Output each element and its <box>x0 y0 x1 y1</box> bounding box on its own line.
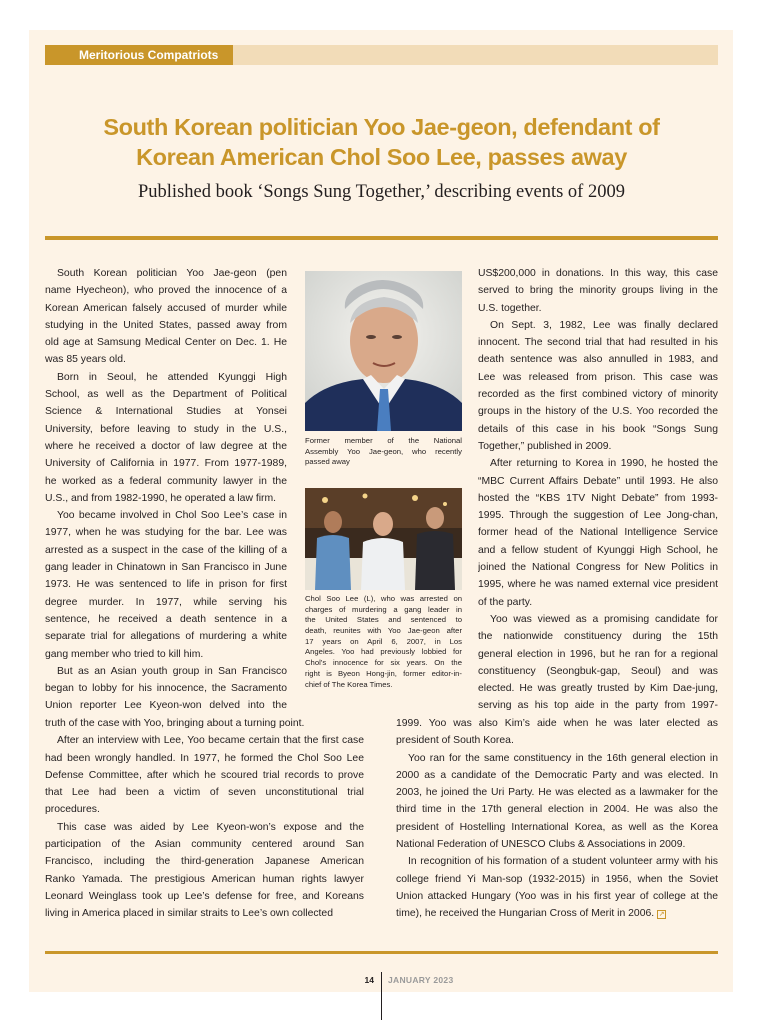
body-text-line: joined the National Congress for New Politics in <box>478 562 718 574</box>
body-text-line: gang leader in Chinatown in San Francisco in June <box>45 562 287 574</box>
body-text-line: Francisco, including the third-generation Japanese American <box>45 856 364 868</box>
caption-line: Former member of the National <box>305 436 462 445</box>
body-text-line: U.S., and from 1982-1990, he operated a law firm. <box>45 492 277 504</box>
body-text-line: After an interview with Lee, Yoo became certain that the first case <box>57 735 364 747</box>
body-text-line: 2003, he joined the Uri Party. He was elected as a lawmaker for the <box>396 787 718 799</box>
body-text-line: third time in the 17th general election in 2004. He was also the <box>396 804 718 816</box>
body-text-line: After returning to Korea in 1990, he hosted the <box>490 458 718 470</box>
body-text-line: National Federation of UNESCO Clubs & Associations in 2009. <box>396 839 686 851</box>
body-text-line: Union attacked Hungary (Yoo was in his first year of college at the <box>396 890 718 902</box>
body-text-line: college friend Yi Man-sop (1932-2015) in 1956, when the Soviet <box>396 873 718 885</box>
group-caption <box>305 594 462 690</box>
body-text-line: elected. He was greatly trusted by Kim Dae-jung, <box>478 683 718 695</box>
body-text-line: former head of the National Intelligence Service <box>478 527 718 539</box>
body-text-line: Leonard Weinglass took up Lee’s defense for free, and Koreans <box>45 890 364 902</box>
caption-line: right is Byeon Hong-jin, former editor-in- <box>305 668 462 678</box>
portrait-caption <box>305 436 462 468</box>
caption-line: Assembly Yoo Jae-geon, who recently <box>305 446 462 456</box>
caption-line: Chol’s innocence for six years. On the <box>305 658 462 668</box>
caption-line: chief of The Korea Times. <box>305 679 393 689</box>
body-text-line: of the party. <box>478 596 533 608</box>
caption-line: death, reunites with Yoo Jae-geon after <box>305 626 462 636</box>
portrait-image <box>305 271 462 431</box>
body-text-line: procedures. <box>45 804 100 816</box>
body-text-line: 1973. He was sentenced to life in prison for first <box>45 579 287 591</box>
body-text-line: general election in 1996, but he ran for a regional <box>478 648 718 660</box>
body-text-line: US$200,000 in donations. In this way, this case <box>478 268 718 279</box>
body-text-line: degree murder. In 1977, while serving his <box>45 596 287 608</box>
body-text-line: groups in the history of the U.S. Yoo recorded the <box>478 406 718 418</box>
body-text-line: South Korean politician Yoo Jae-geon (pen <box>57 268 287 279</box>
body-text-line: This case was aided by Lee Kyeon-won’s expose and the <box>57 821 364 833</box>
body-text-line: details of this case in his book “Songs Sung <box>478 423 718 435</box>
body-text-line: 1999. Yoo was also Kim’s aide when he was later elected as <box>396 718 718 729</box>
folio-separator <box>381 972 382 1020</box>
body-text-line: On Sept. 3, 1982, Lee was finally declared <box>490 319 718 331</box>
body-text-line: was 85 years old. <box>45 354 126 366</box>
body-text-line: Lee was released from prison. This case was <box>478 371 718 383</box>
caption-line: Chol Soo Lee (L), who was arrested on <box>305 594 462 603</box>
subheadline: Published book ‘Songs Sung Together,’ describing events of 2009 <box>138 182 625 202</box>
body-text-line: In recognition of his formation of a student volunteer army with his <box>408 856 718 868</box>
body-text-line: 2000 as a candidate of the Democratic Party and was elected. In <box>396 769 718 781</box>
body-text-line: served to bring the minority groups living in the <box>478 285 718 297</box>
body-text-line: serving as his top aide in the party from 1997- <box>478 700 718 712</box>
article-column-right <box>478 265 718 715</box>
body-text-line: participation of the Asian community centered around San <box>45 839 364 851</box>
page-number: 14 <box>364 975 374 985</box>
body-text-line: Ranko Yamada. The prestigious American human rights lawyer <box>45 873 364 885</box>
body-text-line: death sentence was also annulled in 1983, and <box>478 354 718 366</box>
body-text-line: began to lobby for his innocence, the Sacramento <box>45 683 287 695</box>
body-text-line: Born in Seoul, he attended Kyunggi High <box>57 371 287 383</box>
body-text-line: living in America placed in similar straits to Lee’s own collected <box>45 908 333 920</box>
body-text-line: gang member who tried to kill him. <box>45 648 204 660</box>
issue-date: JANUARY 2023 <box>388 975 454 985</box>
article-column-right-wide <box>396 715 718 923</box>
body-text-line: But as an Asian youth group in San Francisco <box>57 665 287 677</box>
portrait-photo <box>305 271 462 431</box>
body-text-line: Yoo became involved in Chol Soo Lee’s case in <box>57 510 287 522</box>
caption-line: 17 years on April 6, 2007, in Los <box>305 636 462 646</box>
bottom-divider <box>45 951 718 954</box>
body-text-line: 1995, where he was named external vice president <box>478 579 718 591</box>
body-text-line: University of California in 1977. From 1977-1989, <box>45 458 287 470</box>
article-end-icon: ↗ <box>658 911 665 919</box>
article-column-left-wide <box>45 715 364 923</box>
section-label: Meritorious Compatriots <box>45 45 233 65</box>
body-text-line: hosted the “KBS 1TV Night Debate” from 1993- <box>478 492 718 504</box>
body-text-line: name Hyecheon), who proved the innocence of a <box>45 285 287 297</box>
body-text-line: Yoo was viewed as a promising candidate for <box>490 613 718 625</box>
headline <box>45 112 718 172</box>
body-text-line: Together,” published in 2009. <box>478 440 612 452</box>
caption-line: Angeles. Yoo had previously lobbied for <box>305 647 462 657</box>
body-text-line: president of Hostelling International Korea, as well as the Korea <box>396 821 718 833</box>
body-text-line: arrested as a suspect in the case of the killing of a <box>45 544 287 556</box>
body-text-line: president of South Korea. <box>396 735 514 747</box>
body-text-line: sentence, he received a death sentence in a <box>45 613 287 625</box>
headline-line-1: South Korean politician Yoo Jae-geon, defendant of <box>103 114 660 140</box>
body-text-line: Yoo ran for the same constituency in the 16th general election in <box>408 752 718 764</box>
body-text-line: University, before leaving to study in the U.S., <box>45 423 287 435</box>
body-text-line: separate trial for allegations of murdering a white <box>45 631 287 643</box>
body-text-line: time), he received the Hungarian Cross of Merit in 2006. ↗ <box>396 908 665 920</box>
body-text-line: innocent. The second trial that had resulted in his <box>478 337 718 349</box>
body-text-line: School, as well as the Department of Political <box>45 389 287 401</box>
article-column-left <box>45 265 287 715</box>
body-text-line: truth of the case with Yoo, bringing about a turning point. <box>45 718 305 729</box>
body-text-line: Science & International Studies at Yonsei <box>45 406 287 418</box>
body-text-line: old age at Samsung Medical Center on Dec. 1. He <box>45 337 287 349</box>
body-text-line: “MBC Current Affairs Debate” until 1993. He also <box>478 475 718 487</box>
body-text-line: constituency (Seongbuk-gap, Seoul) and was <box>478 665 718 677</box>
body-text-line: recorded as the first combined victory of minority <box>478 389 718 401</box>
body-text-line: 1977, when he was studying for the bar. Lee was <box>45 527 287 539</box>
body-text-line: where he received a doctor of law degree at the <box>45 440 287 452</box>
caption-line: passed away <box>305 457 350 467</box>
body-text-line: Union reporter Lee Kyeon-won delved into the <box>45 700 287 712</box>
body-text-line: had been wrongly handled. In 1977, he formed the Chol Soo Lee <box>45 752 364 764</box>
group-photo <box>305 488 462 590</box>
group-image <box>305 488 462 590</box>
body-text-line: he worked as a federal community lawyer in the <box>45 475 287 487</box>
body-text-line: the nationwide constituency during the 15th <box>478 631 718 643</box>
body-text-line: Korean American falsely accused of murder while <box>45 302 287 314</box>
caption-line: the United States and sentenced to <box>305 615 462 625</box>
body-text-line: and a fellow student of Kyunggi High School, he <box>478 544 718 556</box>
caption-line: charges of murdering a gang leader in <box>305 604 462 614</box>
headline-line-2: Korean American Chol Soo Lee, passes away <box>136 144 627 170</box>
body-text-line: studying in the United States, passed away from <box>45 319 287 331</box>
body-text-line: 1995. Through the suggestion of Lee Jong-chan, <box>478 510 718 522</box>
top-divider <box>45 236 718 240</box>
body-text-line: Defense Committee, after which he scoured trial records to prove <box>45 769 364 781</box>
body-text-line: that Lee had been a victim of seven unconstitutional trial <box>45 787 364 799</box>
body-text-line: U.S. together. <box>478 302 542 314</box>
